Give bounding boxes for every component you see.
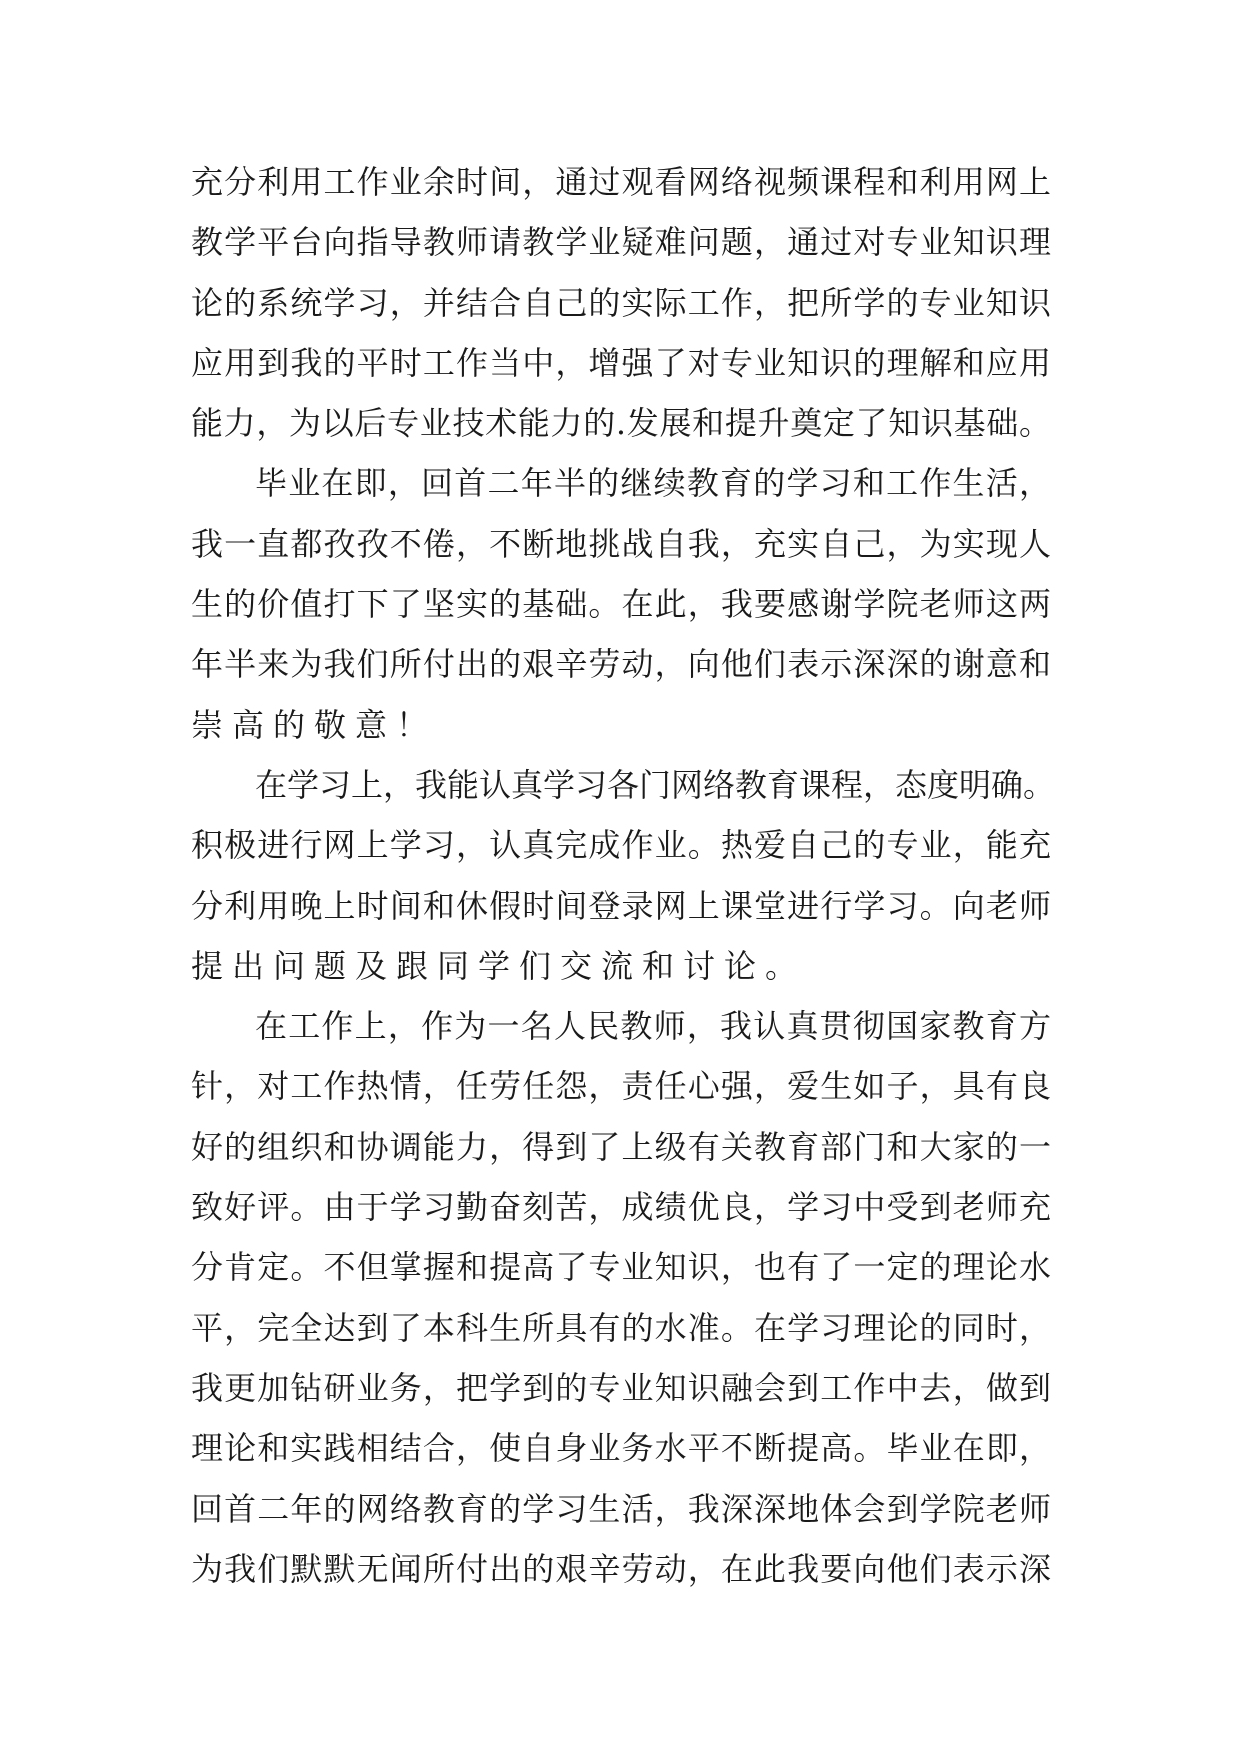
paragraph-first-line: 在工作上，作为一名人民教师，我认真贯彻国家教育方 (255, 1007, 1051, 1046)
paragraph-last-line: 提出问题及跟同学们交流和讨论。 (191, 946, 807, 985)
text-line: 论的系统学习，并结合自己的实际工作，把所学的专业知识 (191, 283, 1051, 322)
text-line: 平，完全达到了本科生所具有的水准。在学习理论的同时， (191, 1308, 1051, 1347)
text-line: 我更加钻研业务，把学到的专业知识融会到工作中去，做到 (191, 1368, 1051, 1407)
text-line: 积极进行网上学习，认真完成作业。热爱自己的专业，能充 (191, 826, 1051, 865)
text-line: 能力，为以后专业技术能力的.发展和提升奠定了知识基础。 (191, 404, 1051, 443)
text-line: 我一直都孜孜不倦，不断地挑战自我，充实自己，为实现人 (191, 524, 1051, 563)
text-line: 回首二年的网络教育的学习生活，我深深地体会到学院老师 (191, 1489, 1051, 1528)
text-line: 分利用晚上时间和休假时间登录网上课堂进行学习。向老师 (191, 886, 1051, 925)
text-line: 理论和实践相结合，使自身业务水平不断提高。毕业在即， (191, 1429, 1051, 1468)
text-line: 应用到我的平时工作当中，增强了对专业知识的理解和应用 (191, 343, 1051, 382)
body-text (191, 152, 1056, 1599)
text-line: 为我们默默无闻所付出的艰辛劳动，在此我要向他们表示深 (191, 1549, 1051, 1588)
paragraph-first-line: 毕业在即，回首二年半的继续教育的学习和工作生活， (255, 464, 1051, 503)
paragraph-last-line: 崇高的敬意！ (191, 705, 438, 744)
text-line: 生的价值打下了坚实的基础。在此，我要感谢学院老师这两 (191, 585, 1051, 624)
paragraph-first-line: 在学习上，我能认真学习各门网络教育课程，态度明确。 (255, 765, 1056, 804)
text-line: 分肯定。不但掌握和提高了专业知识，也有了一定的理论水 (191, 1248, 1051, 1287)
text-line: 好的组织和协调能力，得到了上级有关教育部门和大家的一 (191, 1127, 1051, 1166)
text-line: 充分利用工作业余时间，通过观看网络视频课程和利用网上 (191, 163, 1051, 201)
text-line: 年半来为我们所付出的艰辛劳动，向他们表示深深的谢意和 (191, 645, 1051, 684)
text-line: 致好评。由于学习勤奋刻苦，成绩优良，学习中受到老师充 (191, 1188, 1051, 1227)
text-line: 教学平台向指导教师请教学业疑难问题，通过对专业知识理 (191, 223, 1051, 262)
text-line: 针，对工作热情，任劳任怨，责任心强，爱生如子，具有良 (191, 1067, 1051, 1106)
